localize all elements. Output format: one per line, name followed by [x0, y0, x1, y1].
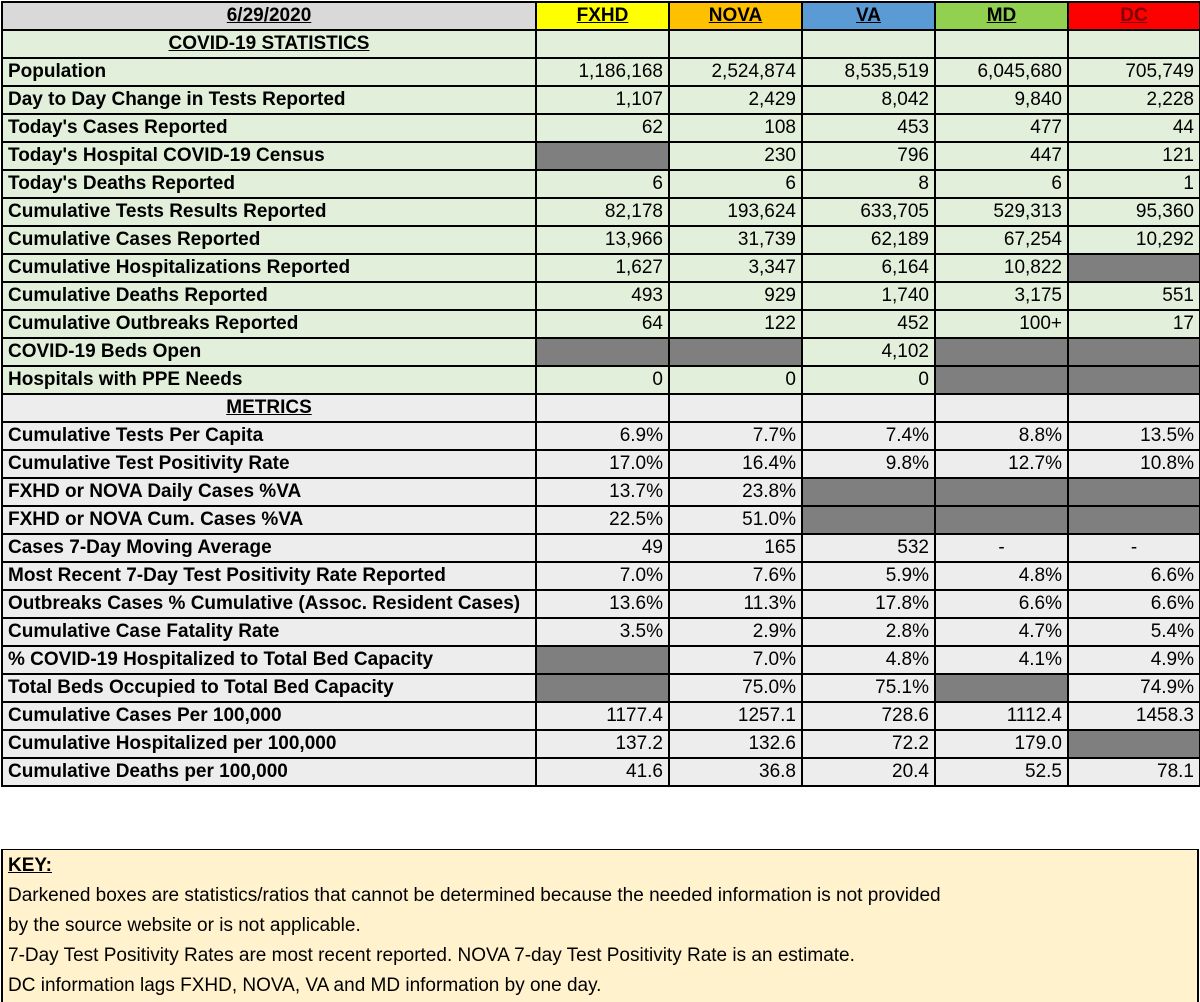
value-cell-nova: 2,524,874: [669, 58, 802, 86]
value-cell-md: -: [935, 534, 1068, 562]
col-header-nova: NOVA: [669, 2, 802, 30]
empty-cell: [935, 394, 1068, 422]
value-cell-va: 796: [802, 142, 935, 170]
not-available-cell-fxhd: [536, 646, 669, 674]
value-cell-nova: 36.8: [669, 758, 802, 786]
value-cell-md: 12.7%: [935, 450, 1068, 478]
value-cell-dc: 4.9%: [1068, 646, 1200, 674]
row-label: Cumulative Tests Per Capita: [2, 422, 536, 450]
value-cell-md: 6,045,680: [935, 58, 1068, 86]
row-label: Cumulative Outbreaks Reported: [2, 310, 536, 338]
table-row: [2, 674, 1200, 702]
not-available-cell-md: [935, 674, 1068, 702]
table-row: [2, 506, 1200, 534]
table-row: [2, 730, 1200, 758]
value-cell-nova: 23.8%: [669, 478, 802, 506]
value-cell-va: 17.8%: [802, 590, 935, 618]
not-available-cell-fxhd: [536, 142, 669, 170]
table-row: [2, 226, 1200, 254]
key-line: Darkened boxes are statistics/ratios that cannot be determined because the needed information is not provided: [8, 885, 941, 906]
value-cell-fxhd: 6: [536, 170, 669, 198]
row-label: Cumulative Cases Per 100,000: [2, 702, 536, 730]
value-cell-fxhd: 13.7%: [536, 478, 669, 506]
row-label: Cumulative Deaths per 100,000: [2, 758, 536, 786]
value-cell-md: 100+: [935, 310, 1068, 338]
value-cell-dc: 10.8%: [1068, 450, 1200, 478]
value-cell-fxhd: 82,178: [536, 198, 669, 226]
value-cell-fxhd: 0: [536, 366, 669, 394]
key-title: KEY:: [8, 855, 52, 876]
header-row: [2, 2, 1200, 30]
row-label: COVID-19 Beds Open: [2, 338, 536, 366]
value-cell-dc: 1458.3: [1068, 702, 1200, 730]
row-label: Cumulative Tests Results Reported: [2, 198, 536, 226]
value-cell-va: 72.2: [802, 730, 935, 758]
value-cell-nova: 108: [669, 114, 802, 142]
table-row: [2, 142, 1200, 170]
empty-cell: [935, 30, 1068, 58]
not-available-cell-md: [935, 338, 1068, 366]
value-cell-va: 452: [802, 310, 935, 338]
not-available-cell-dc: [1068, 338, 1200, 366]
row-label: Cumulative Cases Reported: [2, 226, 536, 254]
key-line: DC information lags FXHD, NOVA, VA and MD information by one day.: [8, 975, 602, 996]
value-cell-fxhd: 6.9%: [536, 422, 669, 450]
value-cell-dc: 74.9%: [1068, 674, 1200, 702]
not-available-cell-md: [935, 478, 1068, 506]
value-cell-fxhd: 3.5%: [536, 618, 669, 646]
value-cell-dc: 1: [1068, 170, 1200, 198]
value-cell-va: 532: [802, 534, 935, 562]
empty-cell: [536, 30, 669, 58]
value-cell-dc: 95,360: [1068, 198, 1200, 226]
value-cell-md: 179.0: [935, 730, 1068, 758]
value-cell-fxhd: 493: [536, 282, 669, 310]
value-cell-nova: 11.3%: [669, 590, 802, 618]
empty-cell: [1068, 394, 1200, 422]
value-cell-nova: 0: [669, 366, 802, 394]
row-label: Outbreaks Cases % Cumulative (Assoc. Resident Cases): [2, 590, 536, 618]
not-available-cell-fxhd: [536, 674, 669, 702]
row-label: Day to Day Change in Tests Reported: [2, 86, 536, 114]
value-cell-fxhd: 64: [536, 310, 669, 338]
row-label: Today's Cases Reported: [2, 114, 536, 142]
table-row: [2, 618, 1200, 646]
row-label: Population: [2, 58, 536, 86]
value-cell-nova: 31,739: [669, 226, 802, 254]
value-cell-fxhd: 1,186,168: [536, 58, 669, 86]
value-cell-fxhd: 1177.4: [536, 702, 669, 730]
row-label: Cumulative Hospitalized per 100,000: [2, 730, 536, 758]
table-row: [2, 478, 1200, 506]
value-cell-va: 62,189: [802, 226, 935, 254]
table-row: [2, 114, 1200, 142]
value-cell-nova: 929: [669, 282, 802, 310]
col-header-va: VA: [802, 2, 935, 30]
value-cell-va: 8,535,519: [802, 58, 935, 86]
not-available-cell-md: [935, 506, 1068, 534]
value-cell-fxhd: 17.0%: [536, 450, 669, 478]
value-cell-va: 0: [802, 366, 935, 394]
value-cell-va: 2.8%: [802, 618, 935, 646]
value-cell-fxhd: 13,966: [536, 226, 669, 254]
value-cell-fxhd: 13.6%: [536, 590, 669, 618]
table-row: [2, 646, 1200, 674]
value-cell-va: 20.4: [802, 758, 935, 786]
value-cell-va: 633,705: [802, 198, 935, 226]
value-cell-dc: 17: [1068, 310, 1200, 338]
value-cell-fxhd: 41.6: [536, 758, 669, 786]
row-label: Hospitals with PPE Needs: [2, 366, 536, 394]
value-cell-md: 4.1%: [935, 646, 1068, 674]
empty-cell: [669, 394, 802, 422]
value-cell-va: 4.8%: [802, 646, 935, 674]
table-row: [2, 366, 1200, 394]
value-cell-md: 10,822: [935, 254, 1068, 282]
value-cell-md: 67,254: [935, 226, 1068, 254]
not-available-cell-dc: [1068, 730, 1200, 758]
row-label: Cumulative Case Fatality Rate: [2, 618, 536, 646]
table-row: [2, 450, 1200, 478]
key-line: by the source website or is not applicable.: [8, 915, 361, 936]
value-cell-fxhd: 1,627: [536, 254, 669, 282]
value-cell-nova: 193,624: [669, 198, 802, 226]
value-cell-md: 447: [935, 142, 1068, 170]
value-cell-dc: 10,292: [1068, 226, 1200, 254]
value-cell-dc: 705,749: [1068, 58, 1200, 86]
value-cell-dc: 121: [1068, 142, 1200, 170]
key-panel: [1, 849, 1199, 1002]
value-cell-va: 8,042: [802, 86, 935, 114]
value-cell-va: 9.8%: [802, 450, 935, 478]
not-available-cell-dc: [1068, 506, 1200, 534]
table-row: [2, 702, 1200, 730]
value-cell-nova: 7.7%: [669, 422, 802, 450]
row-label: Total Beds Occupied to Total Bed Capacity: [2, 674, 536, 702]
value-cell-dc: 78.1: [1068, 758, 1200, 786]
value-cell-md: 8.8%: [935, 422, 1068, 450]
not-available-cell-va: [802, 506, 935, 534]
value-cell-md: 1112.4: [935, 702, 1068, 730]
value-cell-nova: 122: [669, 310, 802, 338]
table-row: [2, 758, 1200, 786]
value-cell-nova: 75.0%: [669, 674, 802, 702]
value-cell-md: 6: [935, 170, 1068, 198]
value-cell-fxhd: 7.0%: [536, 562, 669, 590]
value-cell-dc: 44: [1068, 114, 1200, 142]
value-cell-nova: 132.6: [669, 730, 802, 758]
col-header-md: MD: [935, 2, 1068, 30]
table-row: [2, 58, 1200, 86]
table-row: [2, 562, 1200, 590]
table-row: [2, 534, 1200, 562]
value-cell-va: 5.9%: [802, 562, 935, 590]
value-cell-dc: 6.6%: [1068, 590, 1200, 618]
value-cell-nova: 2.9%: [669, 618, 802, 646]
metrics-section-title: METRICS: [2, 394, 536, 422]
value-cell-md: 52.5: [935, 758, 1068, 786]
row-label: FXHD or NOVA Cum. Cases %VA: [2, 506, 536, 534]
value-cell-nova: 51.0%: [669, 506, 802, 534]
table-row: [2, 590, 1200, 618]
value-cell-nova: 7.0%: [669, 646, 802, 674]
value-cell-nova: 16.4%: [669, 450, 802, 478]
value-cell-nova: 2,429: [669, 86, 802, 114]
table-row: [2, 338, 1200, 366]
value-cell-va: 728.6: [802, 702, 935, 730]
value-cell-dc: 551: [1068, 282, 1200, 310]
value-cell-va: 7.4%: [802, 422, 935, 450]
not-available-cell-nova: [669, 338, 802, 366]
empty-cell: [802, 394, 935, 422]
not-available-cell-dc: [1068, 254, 1200, 282]
value-cell-md: 477: [935, 114, 1068, 142]
value-cell-va: 75.1%: [802, 674, 935, 702]
value-cell-nova: 1257.1: [669, 702, 802, 730]
row-label: Cumulative Deaths Reported: [2, 282, 536, 310]
table-row: [2, 422, 1200, 450]
value-cell-va: 453: [802, 114, 935, 142]
row-label: Cases 7-Day Moving Average: [2, 534, 536, 562]
empty-cell: [536, 394, 669, 422]
row-label: Most Recent 7-Day Test Positivity Rate Reported: [2, 562, 536, 590]
value-cell-fxhd: 137.2: [536, 730, 669, 758]
table-row: [2, 198, 1200, 226]
value-cell-nova: 7.6%: [669, 562, 802, 590]
value-cell-dc: -: [1068, 534, 1200, 562]
value-cell-dc: 5.4%: [1068, 618, 1200, 646]
empty-cell: [1068, 30, 1200, 58]
table-row: [2, 86, 1200, 114]
value-cell-fxhd: 22.5%: [536, 506, 669, 534]
row-label: FXHD or NOVA Daily Cases %VA: [2, 478, 536, 506]
covid-stats-sheet: [0, 1, 1200, 1002]
value-cell-va: 1,740: [802, 282, 935, 310]
value-cell-dc: 2,228: [1068, 86, 1200, 114]
not-available-cell-dc: [1068, 366, 1200, 394]
value-cell-md: 3,175: [935, 282, 1068, 310]
stats-table: [1, 1, 1200, 787]
value-cell-nova: 230: [669, 142, 802, 170]
row-label: % COVID-19 Hospitalized to Total Bed Capacity: [2, 646, 536, 674]
report-date: 6/29/2020: [2, 2, 536, 30]
not-available-cell-dc: [1068, 478, 1200, 506]
value-cell-va: 6,164: [802, 254, 935, 282]
value-cell-fxhd: 1,107: [536, 86, 669, 114]
row-label: Today's Hospital COVID-19 Census: [2, 142, 536, 170]
value-cell-md: 9,840: [935, 86, 1068, 114]
not-available-cell-md: [935, 366, 1068, 394]
row-label: Cumulative Test Positivity Rate: [2, 450, 536, 478]
value-cell-md: 4.8%: [935, 562, 1068, 590]
table-row: [2, 282, 1200, 310]
empty-cell: [802, 30, 935, 58]
value-cell-dc: 6.6%: [1068, 562, 1200, 590]
value-cell-md: 6.6%: [935, 590, 1068, 618]
not-available-cell-va: [802, 478, 935, 506]
not-available-cell-fxhd: [536, 338, 669, 366]
col-header-fxhd: FXHD: [536, 2, 669, 30]
value-cell-nova: 165: [669, 534, 802, 562]
stats-section-title: COVID-19 STATISTICS: [2, 30, 536, 58]
row-label: Today's Deaths Reported: [2, 170, 536, 198]
value-cell-md: 4.7%: [935, 618, 1068, 646]
value-cell-nova: 6: [669, 170, 802, 198]
value-cell-nova: 3,347: [669, 254, 802, 282]
col-header-dc: DC: [1068, 2, 1200, 30]
empty-cell: [669, 30, 802, 58]
value-cell-va: 4,102: [802, 338, 935, 366]
table-row: [2, 170, 1200, 198]
table-row: [2, 310, 1200, 338]
value-cell-va: 8: [802, 170, 935, 198]
stats-section-header: [2, 30, 1200, 58]
value-cell-fxhd: 49: [536, 534, 669, 562]
row-label: Cumulative Hospitalizations Reported: [2, 254, 536, 282]
metrics-section-header: [2, 394, 1200, 422]
table-row: [2, 254, 1200, 282]
value-cell-dc: 13.5%: [1068, 422, 1200, 450]
value-cell-fxhd: 62: [536, 114, 669, 142]
key-line: 7-Day Test Positivity Rates are most recent reported. NOVA 7-day Test Positivity Rate is an estimate.: [8, 945, 855, 966]
value-cell-md: 529,313: [935, 198, 1068, 226]
